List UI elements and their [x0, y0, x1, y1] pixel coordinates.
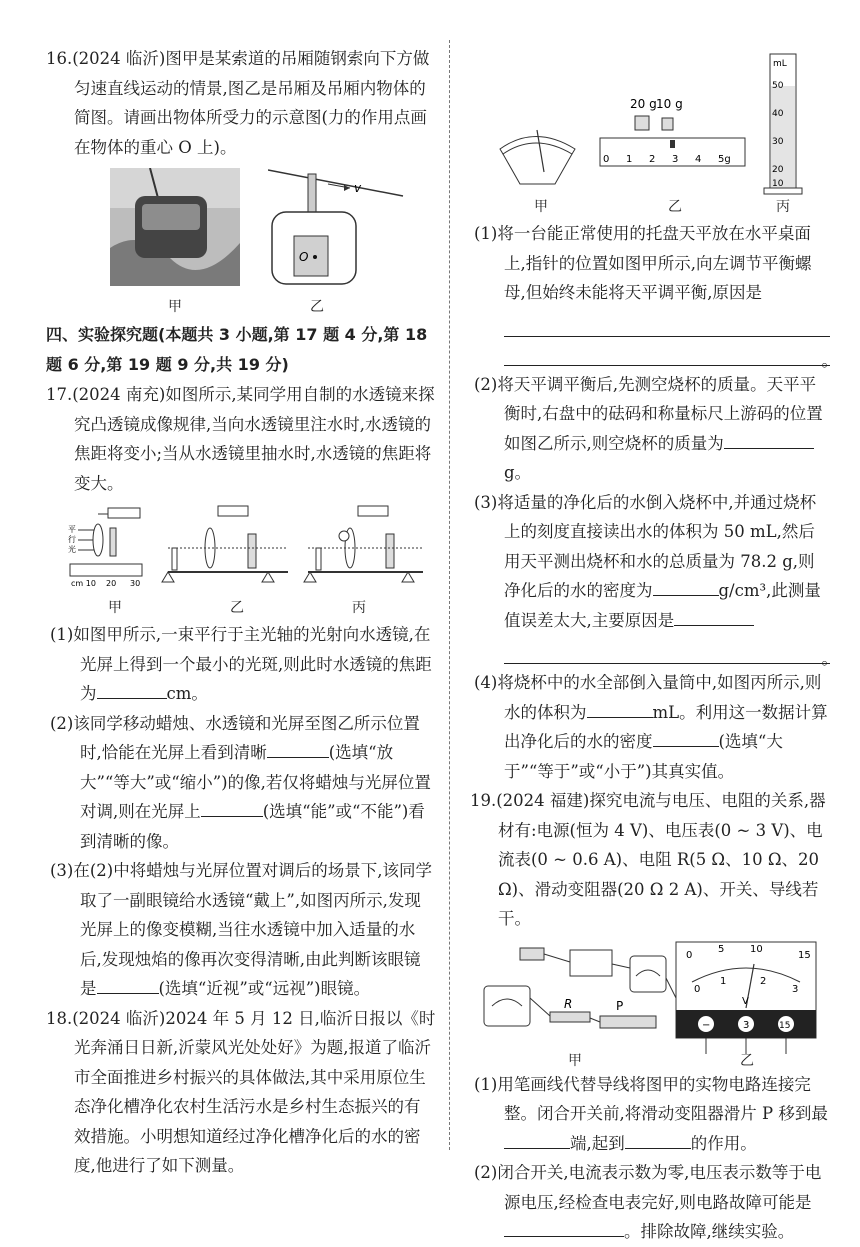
question-17-figures — [46, 502, 436, 620]
question-17-sub-2 — [46, 709, 436, 857]
question-18 — [46, 1004, 436, 1181]
q17-sub3-text-a: (3)在(2)中将蜡烛与光屏位置对调后的场景下,该同学取了一副眼镜给水透镜“戴上”,如图丙所示,发现光屏上的像变模糊,当往水透镜中加入适量的水后,发现烛焰的像再次变得清晰,由此判断该眼镜是 — [50, 861, 432, 998]
question-18-figures — [470, 44, 830, 219]
q18-sub4-text-a: (4)将烧杯中的水全部倒入量筒中,如图丙所示,则水的体积为 — [474, 673, 822, 722]
q17-sub2-text-c: (选填“能”或“不能”)看到清晰的像。 — [80, 802, 425, 851]
question-17-sub-3 — [46, 856, 436, 1004]
fig18-label-bing: 丙 — [776, 199, 790, 215]
q19-sub2-answer-blank[interactable] — [504, 1218, 624, 1237]
q17-sub3-text-b: (选填“近视”或“远视”)眼镜。 — [158, 979, 371, 998]
cylinder-tick-50: 50 — [772, 81, 784, 91]
ruler-tick-30: 30 — [130, 579, 141, 588]
meter-bottom-3: 3 — [792, 983, 799, 995]
weight-10g-label: 10 g — [656, 97, 683, 111]
terminal-negative: − — [702, 1019, 711, 1031]
weight-20g-label: 20 g — [630, 97, 657, 111]
q18-sub1-end-mark: 。 — [821, 350, 838, 370]
q18-sub3-answer-blank-1[interactable] — [653, 577, 719, 596]
velocity-label: v — [354, 181, 362, 195]
q18-sub3-answer-line[interactable] — [504, 635, 838, 668]
q17-sub2-text-a: (2)该同学移动蜡烛、水透镜和光屏至图乙所示位置时,恰能在光屏上看到清晰 — [50, 713, 420, 762]
question-18-number: 18. — [46, 1008, 73, 1028]
q17-sub1-text: (1)如图甲所示,一束平行于主光轴的光射向水透镜,在光屏上得到一个最小的光斑,则此时水透镜的焦距为 — [50, 625, 432, 703]
fig16-label-yi: 乙 — [310, 299, 324, 315]
fig17-label-yi: 乙 — [230, 600, 244, 616]
q17-sub2-answer-blank-2[interactable] — [201, 798, 263, 817]
cylinder-tick-30: 30 — [772, 137, 784, 147]
ruler-tick-20: 20 — [106, 579, 117, 588]
column-divider — [449, 40, 450, 1150]
left-column — [46, 44, 436, 1181]
q18-sub1-text: (1)将一台能正常使用的托盘天平放在水平桌面上,指针的位置如图甲所示,向左调节平衡螺母,但始终未能将天平调平衡,原因是 — [474, 224, 812, 302]
q18-sub3-text-a: (3)将适量的净化后的水倒入烧杯中,并通过烧杯上的刻度直接读出水的体积为 50 mL,然后用天平测出烧杯和水的总质量为 78.2 g,则净化后的水的密度为 — [474, 492, 817, 600]
light-label-1: 平 — [68, 525, 76, 534]
question-19-sub-1 — [470, 1070, 830, 1159]
right-column — [470, 44, 838, 1247]
scale-tick-1: 1 — [626, 154, 633, 165]
q17-sub1-answer-blank[interactable] — [97, 680, 167, 699]
meter-top-5: 5 — [718, 943, 725, 955]
cable-car-diagram — [268, 168, 408, 293]
q19-sub1-text-a: (1)用笔画线代替导线将图甲的实物电路连接完整。闭合开关前,将滑动变阻器滑片 P 移到最 — [474, 1074, 828, 1123]
q19-sub1-text-c: 的作用。 — [690, 1133, 757, 1153]
question-19-text: (2024 福建)探究电流与电压、电阻的关系,器材有:电源(恒为 4 V)、电压表(0 ~ 3 V)、电流表(0 ~ 0.6 A)、电阻 R(5 Ω、10 Ω、20 Ω)、滑动变阻器(20 Ω 2 A)、开关、导线若干。 — [496, 791, 826, 928]
fig16-label-jia: 甲 — [168, 299, 182, 315]
question-19 — [470, 786, 830, 934]
balance-and-cylinder-diagrams — [480, 44, 840, 199]
q18-sub3-text-b: g/cm³,此测量值误差太大,主要原因是 — [504, 581, 821, 630]
q18-sub3-end-mark: 。 — [821, 649, 838, 668]
q19-sub2-text-b: 。排除故障,继续实验。 — [624, 1222, 795, 1241]
q18-sub2-text: (2)将天平调平衡后,先测空烧杯的质量。天平平衡时,右盘中的砝码和称量标尺上游码的位置如图乙所示,则空烧杯的质量为 — [474, 374, 823, 453]
cylinder-tick-40: 40 — [772, 109, 784, 119]
q18-sub4-text-c: (选填“大于”“等于”或“小于”)其真实值。 — [504, 732, 783, 781]
terminal-15: 15 — [779, 1020, 791, 1031]
question-19-figures — [470, 938, 830, 1070]
meter-unit: V — [742, 995, 749, 1007]
question-19-number: 19. — [470, 791, 497, 810]
center-of-gravity-label: O — [299, 250, 309, 264]
question-18-sub-1 — [470, 219, 830, 308]
meter-top-0: 0 — [686, 949, 693, 961]
meter-bottom-1: 1 — [720, 975, 727, 987]
question-18-text: (2024 临沂)2024 年 5 月 12 日,临沂日报以《时光奔涌日日新,沂蒙风光处处好》为题,报道了临沂市全面推进乡村振兴的具体做法,其中采用原位生态净化槽净化农村生活污水是乡村生态振兴的有效措施。小明想知道经过净化槽净化后的水的密度,他进行了如下测量。 — [72, 1008, 436, 1175]
q17-sub1-unit: cm。 — [166, 684, 208, 703]
cable-car-photo — [110, 168, 240, 286]
q19-sub1-text-b: 端,起到 — [570, 1133, 625, 1153]
light-label-2: 行 — [68, 535, 76, 544]
question-16-text: (2024 临沂)图甲是某索道的吊厢随钢索向下方做匀速直线运动的情景,图乙是吊厢及吊厢内物体的简图。请画出物体所受力的示意图(力的作用点画在物体的重心 O 上)。 — [72, 49, 430, 157]
cylinder-tick-20: 20 — [772, 165, 784, 175]
q19-sub2-text-a: (2)闭合开关,电流表示数为零,电压表示数等于电源电压,经检查电表完好,则电路故障可能是 — [474, 1163, 822, 1212]
question-16 — [46, 44, 436, 162]
scale-tick-4: 4 — [695, 154, 702, 165]
terminal-3: 3 — [743, 1019, 750, 1031]
center-of-gravity-dot — [313, 255, 317, 259]
fig18-label-jia: 甲 — [534, 199, 548, 215]
meter-bottom-0: 0 — [694, 983, 701, 995]
fig17-label-bing: 丙 — [352, 600, 366, 616]
question-16-number: 16. — [46, 49, 73, 68]
question-18-sub-4 — [470, 668, 830, 786]
fig19-label-yi: 乙 — [740, 1052, 754, 1069]
light-label-3: 光 — [68, 545, 76, 554]
q19-sub1-answer-blank-1[interactable] — [504, 1130, 570, 1149]
q17-sub3-answer-blank[interactable] — [97, 975, 159, 994]
q18-sub1-answer-line-1[interactable] — [504, 308, 830, 337]
question-16-figures — [46, 168, 436, 318]
circuit-and-voltmeter-diagrams — [480, 938, 820, 1056]
q19-sub1-answer-blank-2[interactable] — [625, 1130, 691, 1149]
question-19-sub-2 — [470, 1158, 830, 1247]
fig19-label-jia: 甲 — [568, 1052, 582, 1069]
q18-sub1-answer-line-2[interactable] — [504, 337, 838, 370]
meter-top-15: 15 — [798, 949, 811, 961]
scale-tick-3: 3 — [672, 154, 679, 165]
scale-tick-2: 2 — [649, 154, 656, 165]
q18-sub3-answer-blank-2[interactable] — [674, 607, 754, 626]
cylinder-unit: mL — [773, 59, 787, 69]
q18-sub4-answer-blank-2[interactable] — [653, 728, 719, 747]
ruler-tick-10: cm 10 — [71, 579, 96, 588]
slider-p-label: P — [616, 998, 624, 1013]
meter-top-10: 10 — [750, 943, 763, 955]
water-lens-experiment-diagrams — [68, 502, 428, 602]
scale-tick-5g: 5g — [718, 154, 731, 165]
q17-sub2-answer-blank-1[interactable] — [267, 739, 329, 758]
q18-sub2-answer-blank[interactable] — [724, 430, 814, 449]
meter-bottom-2: 2 — [760, 975, 767, 987]
question-17-number: 17. — [46, 385, 73, 404]
cylinder-tick-10: 10 — [772, 179, 784, 189]
q17-sub2-text-b: (选填“放大”“等大”或“缩小”)的像,若仅将蜡烛与光屏位置对调,则在光屏上 — [80, 743, 431, 821]
question-17-text: (2024 南充)如图所示,某同学用自制的水透镜来探究凸透镜成像规律,当向水透镜里注水时,水透镜的焦距将变小;当从水透镜里抽水时,水透镜的焦距将变大。 — [72, 385, 435, 493]
question-17 — [46, 380, 436, 498]
question-18-sub-2 — [470, 370, 830, 488]
q18-sub4-text-b: mL。利用这一数据计算出净化后的水的密度 — [504, 702, 828, 751]
resistor-label: R — [564, 996, 573, 1011]
question-18-sub-3 — [470, 488, 830, 636]
scale-tick-0: 0 — [603, 154, 610, 165]
q18-sub2-unit: g。 — [504, 463, 532, 482]
fig17-label-jia: 甲 — [108, 600, 122, 616]
q18-sub4-answer-blank-1[interactable] — [587, 699, 653, 718]
fig18-label-yi: 乙 — [668, 199, 682, 215]
question-17-sub-1 — [46, 620, 436, 709]
section-4-title: 四、实验探究题(本题共 3 小题,第 17 题 4 分,第 18 题 6 分,第 19 题 9 分,共 19 分) — [46, 325, 428, 374]
